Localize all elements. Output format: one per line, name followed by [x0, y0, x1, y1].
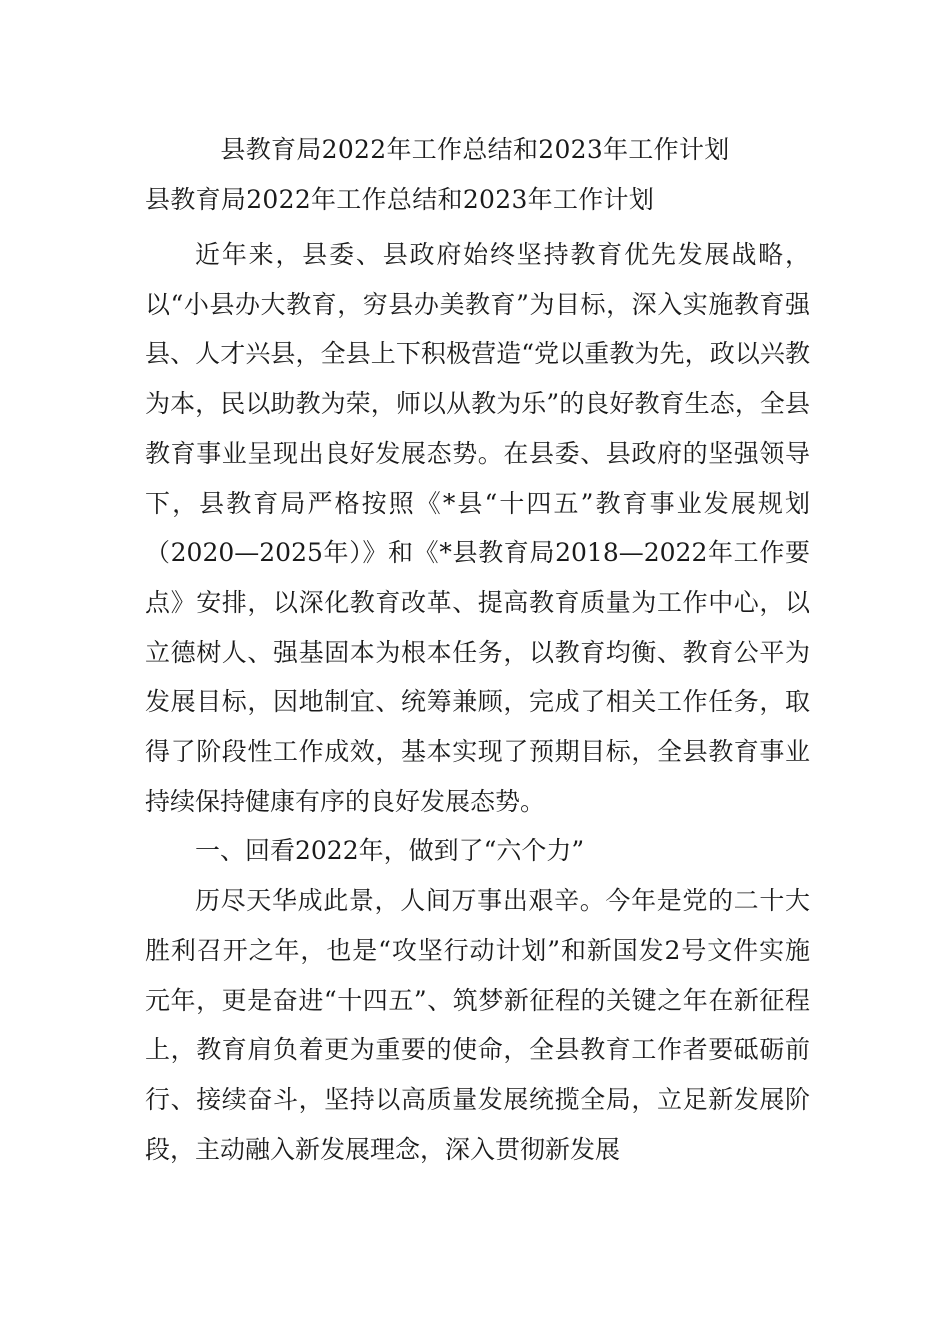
paragraph-intro: 近年来，县委、县政府始终坚持教育优先发展战略，以“小县办大教育，穷县办美教育”为目标，深入实施教育强县、人才兴县，全县上下积极营造“党以重教为先，政以兴教为本，民以助教为荣，师以从教为乐”的良好教育生态，全县教育事业呈现出良好发展态势。在县委、县政府的坚强领导下，县教育局严格按照《*县“十四五”教育事业发展规划（2020—2025年）》和《*县教育局2018—2022年工作要点》安排，以深化教育改革、提高教育质量为工作中心，以立德树人、强基固本为根本任务，以教育均衡、教育公平为发展目标，因地制宜、统筹兼顾，完成了相关工作任务，取得了阶段性工作成效，基本实现了预期目标，全县教育事业持续保持健康有序的良好发展态势。 [145, 240, 810, 816]
section-heading: 一、回看2022年，做到了“六个力” [195, 836, 585, 866]
document-subtitle: 县教育局2022年工作总结和2023年工作计划 [145, 185, 655, 214]
paragraph-review: 历尽天华成此景，人间万事出艰辛。今年是党的二十大胜利召开之年，也是“攻坚行动计划”和新国发2号文件实施元年，更是奋进“十四五”、筑梦新征程的关键之年在新征程上，教育肩负着更为重要的使命，全县教育工作者要砥砺前行、接续奋斗，坚持以高质量发展统揽全局，立足新发展阶段，主动融入新发展理念，深入贯彻新发展 [145, 886, 810, 1164]
document-body [145, 230, 810, 1174]
document-title: 县教育局2022年工作总结和2023年工作计划 [220, 135, 730, 164]
